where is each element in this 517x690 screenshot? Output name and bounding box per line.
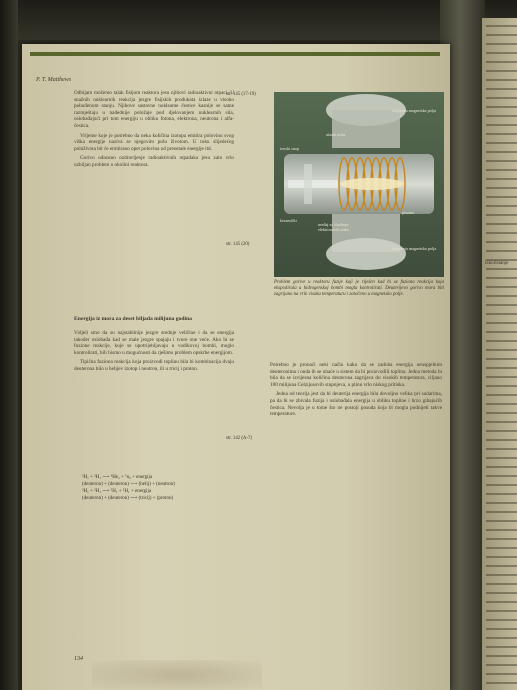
book-page <box>22 44 450 690</box>
paragraph: Tipična fuziona reakcija koja proizvodi toplinu bila bi kombinacija dvaju deuterona bilo u helijev izotop i neutron, ili u tricij i proton. <box>74 359 234 372</box>
thumb-shadow <box>92 660 262 690</box>
figure-label-inlet: ulazni mlaz <box>326 132 346 137</box>
paragraph: Odbijam možemo talak fisijom reaktora jesu njihovi radioaktivni otpaci. U snažnih nuklearnih reakcija jezgre fisijskih produkata izlaze u visoko pobuđenom stanju. Njihove sastavne nukleame čestice kasnije se same razmještaju u nadednije položaje pod djelovanjem nuklearnih sila, oslobađajući pri tom energiju u obliku fotona, elektrona, neutrona i alfa-čestica. <box>74 90 234 129</box>
facing-page-note: Iskoristanje <box>485 261 509 266</box>
page-number: 134 <box>74 656 83 662</box>
equation-line: ²H₁ + ²H₁ ⟶ ³H₁ + ¹H₁ + energija <box>82 489 152 494</box>
photo-background-left <box>0 0 18 690</box>
fusion-reactor-illustration <box>274 92 444 277</box>
right-column-text <box>270 362 442 421</box>
equation-line: (deuteron) + (deuteron) ⟶ (helij) + (neutron) <box>82 482 175 487</box>
figure-caption: Problem gorive u reaktoru fuzije koji je riješen kad bi se fuziona reakcija koja ekspodirala u hidrogenskoj bombi mogla kontrolirati. Deuterijevo gorivo mora biti zagrijano na vrlo visoku temperaturu i zatočeno u magnetsko polje. <box>274 280 444 298</box>
equation-line: (deuteron) + (deuteron) ⟶ (tricij) + (proton) <box>82 496 174 501</box>
margin-reference: str. 145 (20) <box>226 242 250 247</box>
lower-chamber <box>326 238 406 270</box>
equation-line: ²H₁ + ²H₁ ⟶ ³He₂ + ¹n₀ + energija <box>82 475 153 480</box>
figure-label-plasma: plazma <box>402 210 415 215</box>
margin-reference: str. 142 (A-7) <box>226 436 252 441</box>
paragraph: Vidjeli smo da su najstabilnije jezgre srednje veličine i da se energija također oslobađa kad se male jezgre spajaju i tvore one veće. Ako bi se fuzione reakcije, koje se upotrijebljavaju u vodikovoj bombi, moglo kontrolirati, bili bismo u mogućnosti da rješimo problem opskrbe energijom. <box>74 330 234 356</box>
figure-label-inner-field: unutarnja magnetska polja <box>392 246 437 251</box>
figure-label-ceramic: keramički <box>280 218 297 223</box>
fusion-equations <box>82 474 252 502</box>
figure-label-ion-beam: ionski snop <box>280 146 300 151</box>
running-head: P. T. Matthews <box>36 77 72 83</box>
paragraph: Vrijeme koje je potrebno da neka količina izotopa emitira polovinu svog viška energije naziva se njegovim polu životom. U toku slijedećeg poluživota bit će emitirano opet polovina od preostale energije itd. <box>74 132 234 152</box>
left-column-text <box>74 90 234 172</box>
paragraph: Gorivo odnosno ozdravljenje radioaktivnih otpadaka jesu zato vrlo ozbiljan problem u okolini reaktora. <box>74 155 234 168</box>
figure-label-device: uređaj za hlađenje elektronskih zraka <box>318 222 349 232</box>
section-heading: Energija iz mora za deset biljada milijuna godina <box>74 316 192 322</box>
left-column-section-text <box>74 330 234 376</box>
margin-reference: str. 145 (17-19) <box>226 92 256 97</box>
facing-page <box>482 18 517 690</box>
header-color-bar <box>30 52 440 56</box>
paragraph: Jedna od teorija jest da bi deuterija energija bila dovoljno velika pri sudarima, pa da bi se zbivala fuzija i oslobađala energija u obliku topline i brzo gibajućih čestica. Nevolja je u tome što ne postoji posuda koja bi mogla podnijeti takve temperature. <box>270 391 442 418</box>
plasma-core <box>340 178 404 190</box>
paragraph: Potrebno je pronaći neki način kako da se zaduha energija neuspjelnim deuteronima i onda ih se uhaće u sistem da bi proizvodili toplinu. Jedna metoda bi bila da se izvijesna količina deuterona zagrijava do visokih temperatura, ciljano 100 milijuna Celzijusovih stupnjeva, u plinu vrlo niskog pritiska. <box>270 362 442 388</box>
page-header <box>30 52 440 82</box>
figure-label-outer-field: dotjerana magnetska polja <box>392 108 436 113</box>
ion-beam <box>288 180 338 188</box>
